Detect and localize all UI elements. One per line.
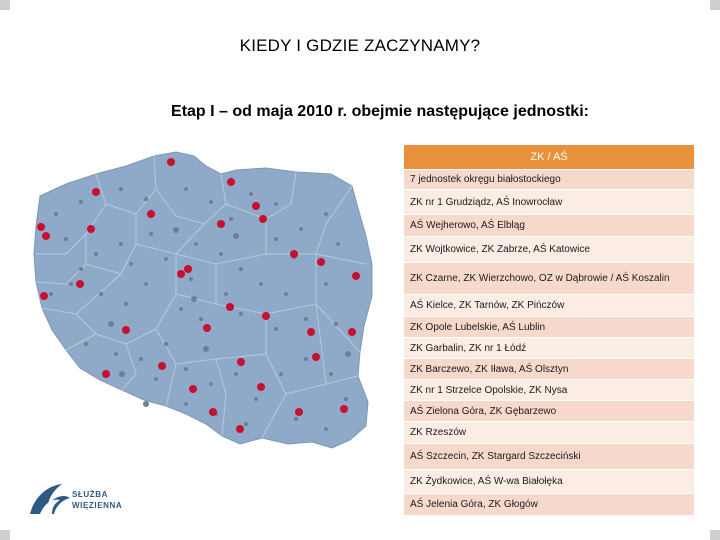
table-row: ZK Garbalin, ZK nr 1 Łódź: [404, 337, 694, 358]
table-row: AŚ Szczecin, ZK Stargard Szczeciński: [404, 443, 694, 469]
poland-map: [26, 144, 386, 474]
logo-line-2: WIĘZIENNA: [72, 501, 123, 510]
table-row: ZK nr 1 Strzelce Opolskie, ZK Nysa: [404, 379, 694, 400]
table-row: AŚ Wejherowo, AŚ Elbląg: [404, 214, 694, 236]
table-row: ZK Opole Lubelskie, AŚ Lublin: [404, 316, 694, 337]
table-row: ZK Czarne, ZK Wierzchowo, OZ w Dąbrowie / AŚ Koszalin: [404, 262, 694, 294]
corner-mark: [0, 0, 10, 10]
table-row: ZK Rzeszów: [404, 421, 694, 443]
table-row: ZK Barczewo, ZK Iława, AŚ Olsztyn: [404, 358, 694, 379]
table-row: ZK Wojtkowice, ZK Zabrze, AŚ Katowice: [404, 236, 694, 262]
table-row: 7 jednostek okręgu białostockiego: [404, 169, 694, 189]
units-table: [404, 145, 694, 516]
slide-subtitle: Etap I – od maja 2010 r. obejmie następujące jednostki:: [171, 103, 589, 120]
corner-mark: [710, 0, 720, 10]
country-shape: [34, 152, 372, 448]
table-header: ZK / AŚ: [404, 145, 694, 169]
logo-text: [72, 489, 122, 511]
corner-mark: [0, 530, 10, 540]
corner-mark: [710, 530, 720, 540]
table-row: AŚ Jelenia Góra, ZK Głogów: [404, 493, 694, 515]
logo-line-1: SŁUŻBA: [72, 490, 109, 499]
table-row: AŚ Kielce, ZK Tarnów, ZK Pińczów: [404, 294, 694, 316]
table-row: ZK nr 1 Grudziądz, AŚ Inowrocław: [404, 189, 694, 214]
table-row: AŚ Zielona Góra, ZK Gębarzewo: [404, 400, 694, 421]
table-row: ZK Żydkowice, AŚ W-wa Białołęka: [404, 469, 694, 493]
slide-title: KIEDY I GDZIE ZACZYNAMY?: [239, 36, 481, 55]
